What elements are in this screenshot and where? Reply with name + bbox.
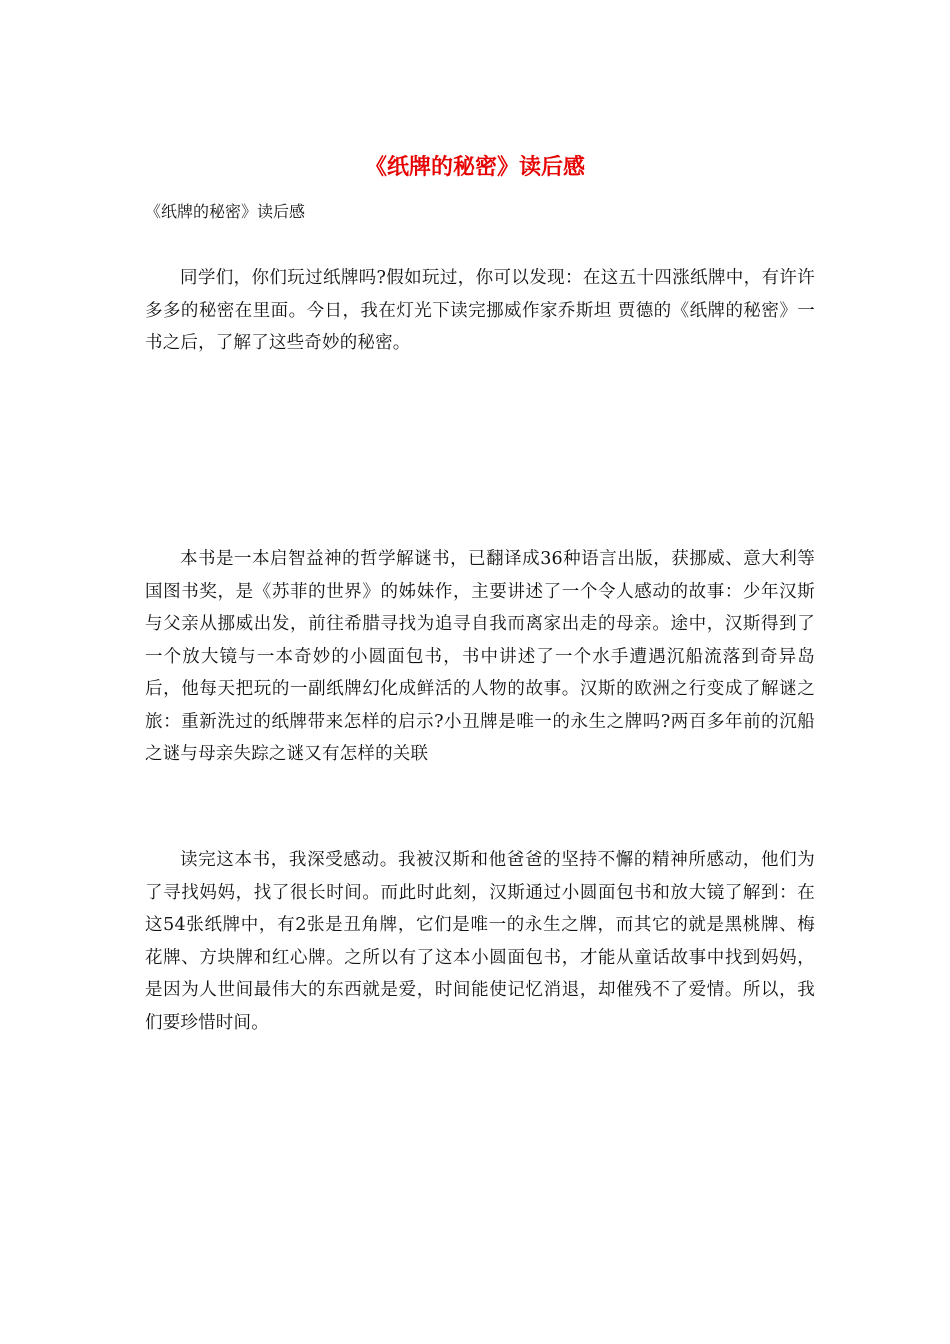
paragraph-reflection: 读完这本书，我深受感动。我被汉斯和他爸爸的坚持不懈的精神所感动，他们为了寻找妈妈，找了很长时间。而此时此刻，汉斯通过小圆面包书和放大镜了解到：在这54张纸牌中，有2张是丑角牌，它们是唯一的永生之牌，而其它的就是黑桃牌、梅花牌、方块牌和红心牌。之所以有了这本小圆面包书，才能从童话故事中找到妈妈，是因为人世间最伟大的东西就是爱，时间能使记忆消退，却催残不了爱情。所以，我们要珍惜时间。	[145, 850, 815, 1033]
paragraph-book-summary: 本书是一本启智益神的哲学解谜书，已翻译成36种语言出版，获挪威、意大利等国图书奖，是《苏菲的世界》的姊妹作，主要讲述了一个令人感动的故事：少年汉斯与父亲从挪威出发，前往希腊寻找为追寻自我而离家出走的母亲。途中，汉斯得到了一个放大镜与一本奇妙的小圆面包书，书中讲述了一个水手遭遇沉船流落到奇异岛后，他每天把玩的一副纸牌幻化成鲜活的人物的故事。汉斯的欧洲之行变成了解谜之旅：重新洗过的纸牌带来怎样的启示?小丑牌是唯一的永生之牌吗?两百多年前的沉船之谜与母亲失踪之谜又有怎样的关联	[145, 549, 815, 764]
page-title: 《纸牌的秘密》读后感	[364, 154, 585, 180]
document-subtitle: 《纸牌的秘密》读后感	[145, 202, 306, 221]
paragraph-intro: 同学们，你们玩过纸牌吗?假如玩过，你可以发现：在这五十四涨纸牌中，有许许多多的秘密在里面。今日，我在灯光下读完挪威作家乔斯坦 贾德的《纸牌的秘密》一书之后，了解了这些奇妙的秘密。	[145, 268, 815, 353]
